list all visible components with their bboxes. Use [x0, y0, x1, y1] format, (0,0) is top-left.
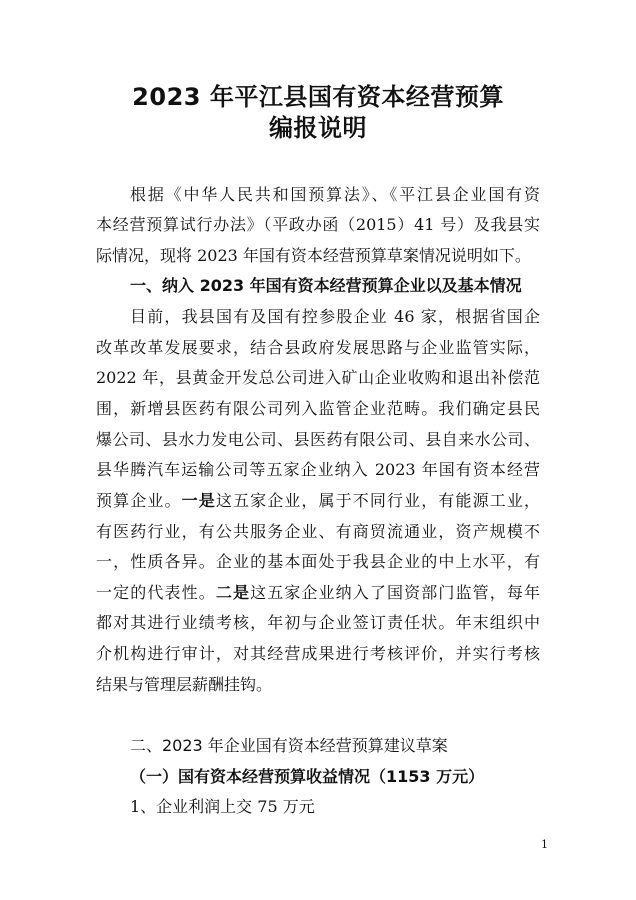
section-1-line-5: 爆公司、县水力发电公司、县医药有限公司、县自来水公司、	[96, 430, 540, 449]
line-10-text-a: 一定的代表性。	[96, 583, 216, 602]
section-1-line-13: 结果与管理层薪酬挂钩。	[96, 675, 273, 694]
section-1-line-8: 有医药行业，有公共服务企业、有商贸流通业，资产规模不	[96, 522, 540, 541]
item-1: 1、企业利润上交 75 万元	[130, 797, 315, 816]
page-number: 1	[541, 838, 548, 851]
section-1-line-11: 都对其进行业绩考核，年初与企业签订责任状。年末组织中	[96, 613, 540, 632]
intro-line-1: 根据《中华人民共和国预算法》、《平江县企业国有资	[130, 185, 540, 204]
line-10-text-b: 这五家企业纳入了国资部门监管，每年	[250, 583, 540, 602]
section-1-heading: 一、纳入 2023 年国有资本经营预算企业以及基本情况	[130, 276, 522, 295]
intro-line-2: 本经营预算试行办法》（平政办函（2015）41 号）及我县实	[96, 215, 540, 234]
intro-line-3: 际情况，现将 2023 年国有资本经营预算草案情况说明如下。	[96, 246, 531, 265]
section-1-line-4: 围，新增县医药有限公司列入监管企业范畴。我们确定县民	[96, 399, 540, 418]
line-7-text-a: 预算企业。	[96, 491, 182, 510]
line-7-text-b: 这五家企业，属于不同行业，有能源工业，	[215, 491, 540, 510]
section-1-line-12: 介机构进行审计，对其经营成果进行考核评价，并实行考核	[96, 644, 540, 663]
document-title-line-1: 2023 年平江县国有资本经营预算	[132, 83, 504, 111]
point-one-marker: 一是	[181, 491, 216, 510]
section-1-line-6: 县华腾汽车运输公司等五家企业纳入 2023 年国有资本经营	[96, 460, 540, 479]
section-1-line-10	[96, 583, 540, 603]
section-1-line-1: 目前，我县国有及国有控参股企业 46 家，根据省国企	[130, 307, 540, 326]
section-1-line-7	[96, 491, 540, 511]
subsection-1-heading: （一）国有资本经营预算收益情况（1153 万元）	[130, 767, 485, 786]
point-two-marker: 二是	[215, 583, 251, 602]
document-title-line-2: 编报说明	[269, 114, 367, 142]
section-1-line-3: 2022 年，县黄金开发总公司进入矿山企业收购和退出补偿范	[96, 368, 540, 387]
section-1-line-2: 改革改革发展要求，结合县政府发展思路与企业监管实际，	[96, 338, 540, 357]
section-2-heading: 二、2023 年企业国有资本经营预算建议草案	[130, 736, 448, 755]
section-1-line-9: 一，性质各异。企业的基本面处于我县企业的中上水平，有	[96, 552, 540, 571]
